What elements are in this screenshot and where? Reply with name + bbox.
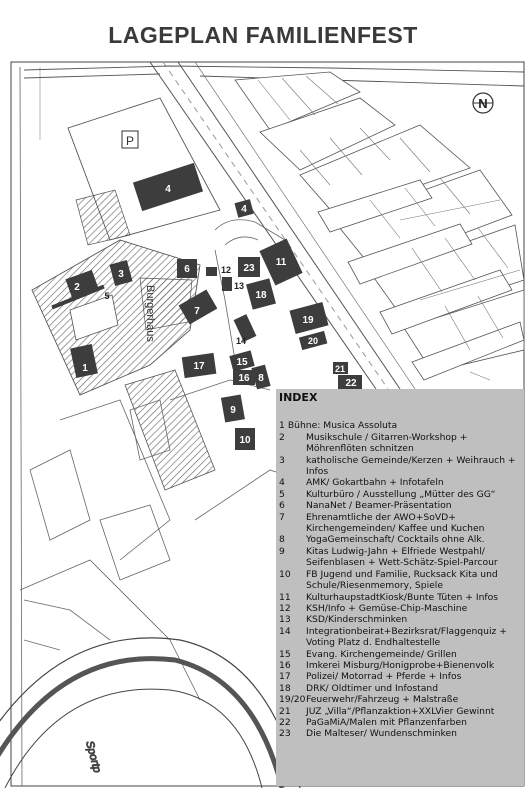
index-item: [279, 534, 520, 545]
index-item: [279, 660, 520, 671]
index-item-number: 10: [279, 568, 291, 580]
index-item-number: 3: [279, 454, 285, 466]
index-item-text: Integrationbeirat+Bezirksrat/Flaggenquiz + Voting Platz d. Endhaltestelle: [306, 625, 507, 649]
station-label-5: 5: [104, 291, 110, 301]
parking-symbol: P: [125, 134, 135, 148]
index-item-text: KulturhaupstadtKiosk/Bunte Tüten + Infos: [306, 591, 499, 603]
index-item-text: FB Jugend und Familie, Rucksack Kita und Schule/Riesenmemory, Spiele: [306, 568, 498, 592]
station-label-9: 9: [230, 405, 236, 416]
index-item-number: 7: [279, 511, 285, 523]
station-13: [222, 277, 232, 291]
station-label-20: 20: [307, 336, 319, 346]
station-label-13: 13: [233, 281, 245, 291]
index-item: [279, 546, 520, 569]
index-item-text: Ehrenamtliche der AWO+SoVD+ Kirchengemeinden/ Kaffee und Kuchen: [306, 511, 485, 535]
station-label-3: 3: [118, 269, 124, 280]
index-item-number: 5: [279, 488, 285, 500]
station-label-19: 19: [302, 315, 314, 326]
station-label-1: 1: [82, 363, 88, 374]
sports-street-label: Sportp: [83, 739, 104, 775]
page-title: LAGEPLAN FAMILIENFEST: [108, 22, 418, 48]
index-item: [279, 512, 520, 535]
index-item-number: 19/20: [279, 694, 306, 706]
station-label-21: 21: [334, 364, 346, 374]
burgerhaus-building: [32, 190, 215, 490]
station-label-4a: 4: [165, 184, 171, 195]
index-item-text: Feuerwehr/Fahrzeug + Malstraße: [306, 694, 459, 706]
station-label-8: 8: [258, 373, 264, 384]
index-item-number: 13: [279, 614, 291, 626]
index-item: [279, 500, 520, 511]
index-item-number: 11: [279, 591, 291, 603]
index-item-text: AMK/ Gokartbahn + Infotafeln: [306, 477, 444, 489]
index-item-text: KSH/Info + Gemüse-Chip-Maschine: [306, 602, 468, 614]
index-item: [279, 432, 520, 455]
index-list: [279, 420, 520, 739]
index-item: [279, 420, 520, 431]
index-item-number: 15: [279, 648, 291, 660]
index-item-number: 14: [279, 625, 291, 637]
residential-blocks: [235, 72, 524, 380]
index-heading: INDEX: [279, 391, 318, 404]
index-item: [279, 455, 520, 478]
index-item: [279, 603, 520, 614]
station-label-16: 16: [238, 373, 250, 384]
index-item-number: 8: [279, 534, 285, 546]
index-item-number: 23: [279, 728, 291, 740]
index-item: [279, 706, 520, 717]
station-label-23: 23: [243, 263, 255, 274]
index-item: [279, 489, 520, 500]
index-item: [279, 626, 520, 649]
index-item-text: Polizei/ Motorrad + Pferde + Infos: [306, 671, 462, 683]
index-item-text: Die Malteser/ Wundenschminken: [306, 728, 457, 740]
station-label-2: 2: [74, 282, 80, 293]
index-item-text: Kulturbüro / Ausstellung „Mütter des GG“: [306, 488, 496, 500]
index-item: [279, 569, 520, 592]
index-item-number: 1: [279, 420, 285, 432]
index-item: [279, 717, 520, 728]
index-item-number: 21: [279, 705, 291, 717]
index-item-text: Bühne: Musica Assoluta: [287, 420, 398, 432]
index-item: [279, 592, 520, 603]
index-item-text: Evang. Kirchengemeinde/ Grillen: [306, 648, 457, 660]
index-item-number: 16: [279, 659, 291, 671]
index-item-text: Kitas Ludwig-Jahn + Elfriede Westpahl/ Seifenblasen + Wett-Schätz-Spiel-Parcour: [306, 545, 498, 569]
index-item-text: DRK/ Oldtimer und Infostand: [306, 682, 439, 694]
station-label-18: 18: [255, 290, 267, 301]
station-label-4b: 4: [241, 204, 247, 215]
index-item-number: 9: [279, 545, 285, 557]
station-label-17: 17: [193, 361, 205, 372]
station-12: [206, 267, 217, 276]
station-label-6: 6: [184, 264, 190, 275]
north-arrow: [473, 93, 493, 113]
north-label: N: [478, 96, 488, 111]
index-item-number: 22: [279, 716, 291, 728]
station-label-15: 15: [236, 357, 248, 368]
index-item-number: 18: [279, 682, 291, 694]
station-label-22: 22: [345, 378, 357, 389]
burgerhaus-label: Burgerhaus: [144, 285, 156, 342]
sports-field: [0, 638, 300, 788]
index-item-text: Imkerei Misburg/Honigprobe+Bienenvolk: [306, 659, 495, 671]
index-item-text: NanaNet / Beamer-Präsentation: [306, 500, 452, 512]
index-item-text: YogaGemeinschaft/ Cocktails ohne Alk.: [306, 534, 485, 546]
index-item-text: KSD/Kinderschminken: [306, 614, 408, 626]
index-item: [279, 683, 520, 694]
index-item: [279, 614, 520, 625]
left-street: [24, 600, 110, 650]
index-item-number: 17: [279, 671, 291, 683]
index-item-text: JUZ „Villa“/Pflanzaktion+XXLVier Gewinnt: [306, 705, 495, 717]
index-item: [279, 649, 520, 660]
index-item-number: 6: [279, 500, 285, 512]
station-label-11: 11: [275, 257, 287, 268]
station-label-7: 7: [194, 306, 200, 317]
index-item-text: katholische Gemeinde/Kerzen + Weihrauch + Infos: [306, 454, 516, 478]
index-item-number: 2: [279, 431, 285, 443]
index-item-number: 4: [279, 477, 285, 489]
index-item: [279, 671, 520, 682]
index-item-text: PaGaMiA/Malen mit Pflanzenfarben: [306, 716, 467, 728]
index-item-number: 12: [279, 602, 291, 614]
index-item: [279, 694, 520, 705]
index-panel: [276, 389, 524, 786]
station-label-10: 10: [239, 435, 251, 446]
index-item: [279, 477, 520, 488]
station-label-12: 12: [220, 265, 232, 275]
index-item-text: Musikschule / Gitarren-Workshop + Möhrenflöten schnitzen: [306, 431, 468, 455]
index-item: [279, 728, 520, 739]
station-label-14: 14: [235, 336, 247, 346]
